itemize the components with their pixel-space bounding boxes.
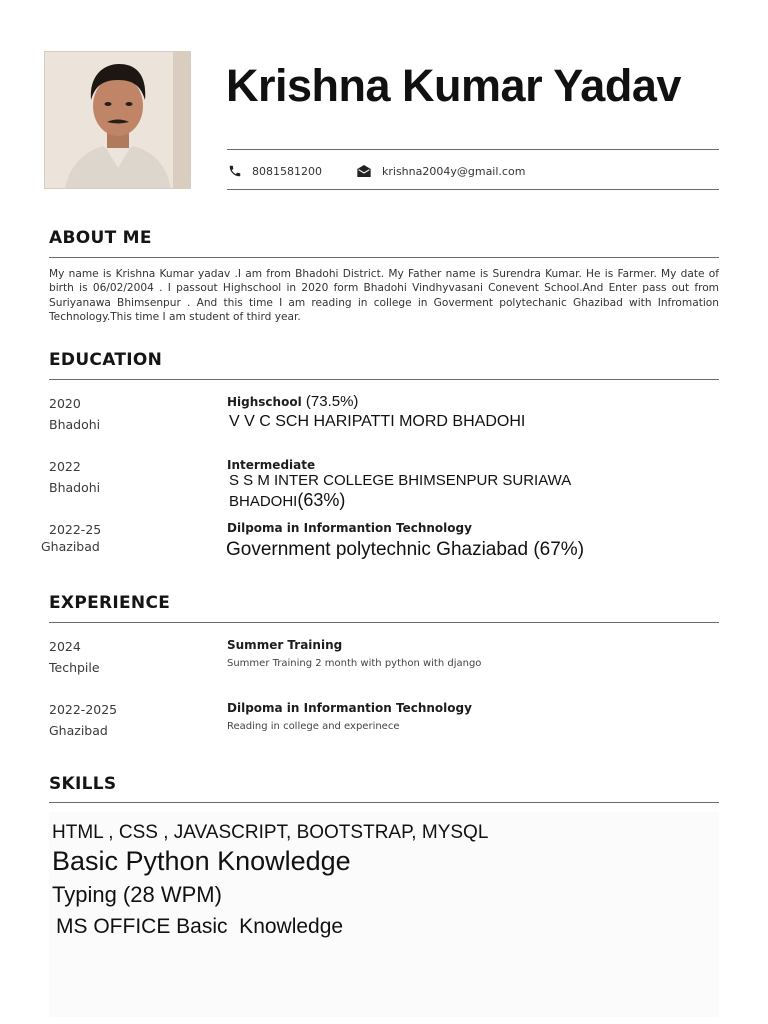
email-icon [356, 164, 372, 178]
skill-item: Typing (28 WPM) [52, 882, 222, 907]
experience-place: Techpile [49, 660, 100, 675]
education-place: Bhadohi [49, 417, 101, 432]
education-place: Ghazibad [41, 539, 100, 554]
education-school: S S M INTER COLLEGE BHIMSENPUR SURIAWA [229, 472, 572, 489]
about-heading: ABOUT ME [49, 228, 152, 248]
phone-contact [228, 164, 322, 178]
contact-row [228, 162, 559, 180]
education-title: Dilpoma in Informantion Technology [227, 521, 472, 535]
phone-icon [228, 164, 242, 178]
skill-item: HTML , CSS , JAVASCRIPT, BOOTSTRAP, MYSQL [52, 822, 489, 843]
skill-item: Basic Python Knowledge [52, 846, 351, 876]
experience-place: Ghazibad [49, 723, 108, 738]
education-school: V V C SCH HARIPATTI MORD BHADOHI [229, 413, 526, 430]
candidate-name: Krishna Kumar Yadav [226, 60, 681, 111]
education-school-city: BHADOHI [229, 493, 298, 510]
experience-description: Summer Training 2 month with python with django [227, 658, 482, 669]
education-year: 2022 [49, 459, 81, 474]
education-title [227, 393, 358, 410]
education-school-line2 [229, 490, 345, 511]
profile-photo [44, 51, 191, 189]
experience-description: Reading in college and experinece [227, 721, 400, 732]
education-year: 2022-25 [49, 522, 102, 537]
education-title: Intermediate [227, 458, 316, 472]
email-address: krishna2004y@gmail.com [382, 164, 526, 178]
skill-item: MS OFFICE Basic Knowledge [56, 915, 344, 938]
education-title-text: Highschool [227, 395, 302, 409]
experience-divider [49, 622, 719, 623]
experience-heading: EXPERIENCE [49, 593, 171, 613]
header-divider-top [227, 149, 719, 150]
header-divider-bottom [227, 189, 719, 190]
skills-divider [49, 802, 719, 803]
education-year: 2020 [49, 396, 81, 411]
experience-year: 2024 [49, 639, 81, 654]
education-divider [49, 379, 719, 380]
skills-heading: SKILLS [49, 774, 117, 794]
experience-title: Dilpoma in Informantion Technology [227, 701, 472, 715]
education-heading: EDUCATION [49, 350, 163, 370]
experience-title: Summer Training [227, 638, 343, 652]
education-place: Bhadohi [49, 480, 101, 495]
about-text: My name is Krishna Kumar yadav .I am from Bhadohi District. My Father name is Surendra Kumar. He is Farmer. My date of birth is 06/02/2004 . I passout Highschool in 2020 form Bhadohi Vindhyvasani Conevent School.And Enter pass out from Suriyanawa Bhimsenpur . And this time I am reading in college in Goverment polytechanic Ghazibad with Infromation Technology.This time I am student of third year. [49, 268, 719, 324]
email-contact [356, 164, 525, 178]
phone-number: 8081581200 [252, 164, 322, 178]
education-score: (63%) [297, 490, 346, 510]
experience-year: 2022-2025 [49, 702, 118, 717]
education-score: (73.5%) [305, 393, 359, 410]
about-divider [49, 257, 719, 258]
education-school: Government polytechnic Ghaziabad (67%) [226, 539, 585, 560]
skills-panel [49, 812, 719, 1017]
